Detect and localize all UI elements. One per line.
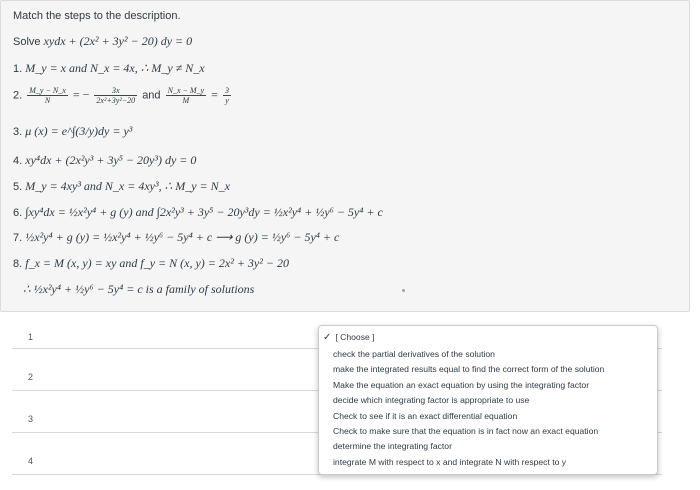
dropdown-option[interactable]: Make the equation an exact equation by using the integrating factor — [333, 380, 590, 390]
step-text: μ (x) = e^∫(3/y)dy = y³ — [25, 124, 133, 138]
problem-statement — [13, 34, 192, 49]
fraction-denominator: M — [182, 96, 190, 105]
dropdown-option[interactable]: Check to see if it is an exact differential equation — [333, 411, 518, 421]
step-text: f_x = M (x, y) = xy and f_y = N (x, y) = 2x² + 3y² − 20 — [25, 256, 289, 270]
step-number: 8. — [13, 258, 23, 270]
step-conclusion — [23, 282, 254, 297]
step-text: ½x²y⁴ + g (y) = ½x²y⁴ + ½y⁶ − 5y⁴ + c ⟶ g (y) = ½y⁶ − 5y⁴ + c — [25, 230, 340, 244]
answer-row-number: 4 — [28, 456, 34, 466]
step-3 — [13, 124, 132, 139]
dropdown-option[interactable]: decide which integrating factor is appropriate to use — [333, 395, 530, 405]
dropdown-option[interactable]: determine the integrating factor — [333, 441, 452, 451]
dropdown-option[interactable]: Check to make sure that the equation is in fact now an exact equation — [333, 426, 599, 436]
fraction-denominator: 2x²+3y²−20 — [96, 96, 136, 105]
step-number: 1. — [13, 63, 23, 75]
fraction-numerator: N_x − M_y — [167, 86, 205, 95]
cursor-dot — [402, 289, 405, 292]
fraction-numerator: M_y − N_x — [29, 86, 66, 95]
step-4 — [13, 153, 196, 168]
fraction-denominator: N — [44, 96, 51, 105]
step-text: M_y = x and N_x = 4x, ∴ M_y ≠ N_x — [25, 61, 205, 75]
step-text: xy⁴dx + (2x²y³ + 3y⁵ − 20y³) dy = 0 — [25, 153, 197, 167]
dropdown-option-choose[interactable] — [323, 332, 375, 343]
step-number: 4. — [13, 155, 23, 167]
fraction-nx-minus-my-over-m — [166, 86, 207, 105]
dropdown-option-label: [ Choose ] — [335, 332, 375, 342]
step-number: 5. — [13, 181, 23, 193]
step-6 — [13, 205, 383, 220]
answer-row-number: 3 — [28, 414, 34, 424]
step-5 — [13, 179, 230, 194]
checkmark-icon: ✓ — [323, 332, 332, 343]
equals-minus: = − — [72, 87, 90, 102]
step-2 — [13, 86, 233, 105]
equals-sign: = — [211, 87, 218, 102]
answer-row-number: 1 — [28, 332, 34, 342]
fraction-3-over-y — [223, 86, 231, 105]
step-number: 7. — [13, 232, 23, 244]
step-8 — [13, 256, 289, 271]
fraction-numerator: 3x — [94, 86, 137, 96]
fraction-my-minus-nx-over-n — [27, 86, 68, 105]
dropdown-option[interactable]: check the partial derivatives of the solution — [333, 349, 495, 359]
step-text: M_y = 4xy³ and N_x = 4xy³, ∴ M_y = N_x — [25, 179, 230, 193]
fraction-denominator: y — [225, 96, 229, 105]
dropdown-option[interactable]: integrate M with respect to x and integrate N with respect to y — [333, 457, 567, 467]
step-text: ∴ ½x²y⁴ + ½y⁶ − 5y⁴ = c is a family of solutions — [23, 282, 255, 296]
description-dropdown-menu[interactable] — [318, 325, 658, 475]
and-word: and — [142, 89, 161, 102]
problem-equation: xydx + (2x² + 3y² − 20) dy = 0 — [43, 34, 193, 48]
instruction-text: Match the steps to the description. — [13, 10, 181, 22]
fraction-3x-over-n — [94, 86, 137, 105]
dropdown-option[interactable]: make the integrated results equal to find the correct form of the solution — [333, 364, 605, 374]
step-number: 2. — [13, 89, 23, 102]
step-7 — [13, 230, 339, 245]
step-number: 3. — [13, 126, 23, 138]
step-number: 6. — [13, 207, 23, 219]
fraction-numerator: 3 — [225, 86, 230, 95]
answer-row-number: 2 — [28, 372, 34, 382]
step-1 — [13, 61, 205, 76]
problem-prefix: Solve — [13, 36, 44, 48]
step-text: ∫xy⁴dx = ½x²y⁴ + g (y) and ∫2x²y³ + 3y⁵ − 20y³dy = ½x²y⁴ + ½y⁶ − 5y⁴ + c — [25, 205, 383, 219]
